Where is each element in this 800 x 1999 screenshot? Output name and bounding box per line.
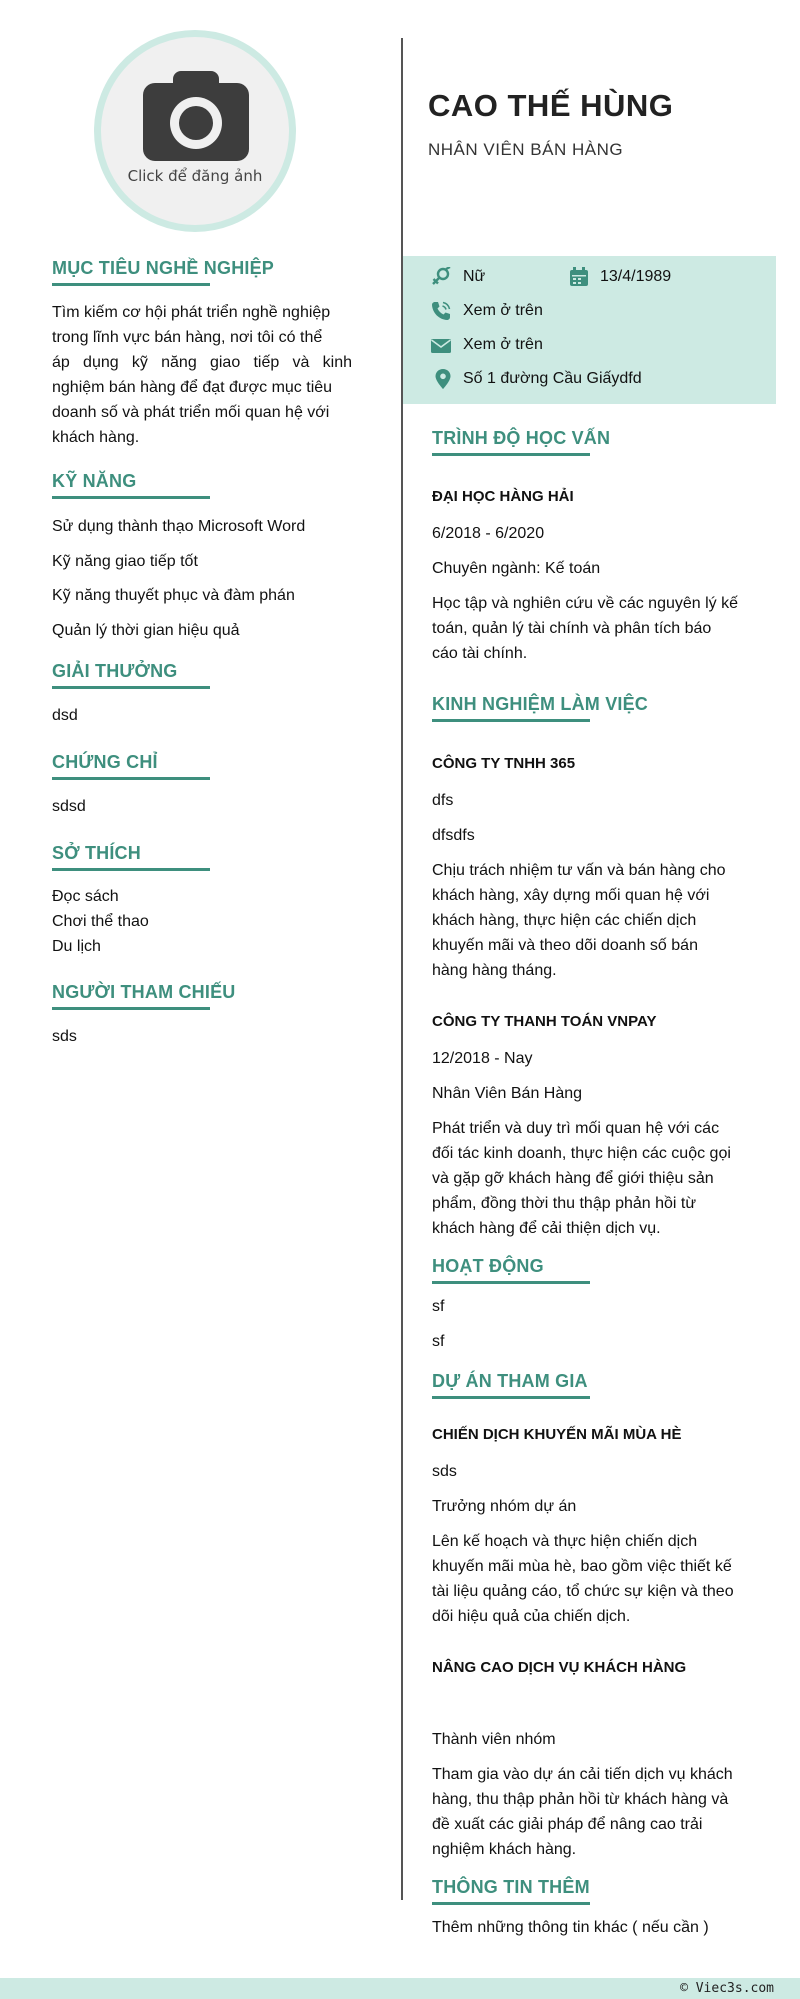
job-line: và gặp gỡ khách hàng để giới thiệu sản: [432, 1170, 714, 1187]
job-role: Nhân Viên Bán Hàng: [432, 1085, 583, 1102]
project-name: NÂNG CAO DỊCH VỤ KHÁCH HÀNG: [432, 1659, 687, 1676]
job-company: CÔNG TY THANH TOÁN VNPAY: [432, 1013, 657, 1030]
extra-text: Thêm những thông tin khác ( nếu cần ): [432, 1919, 709, 1936]
job-line: khách hàng để cải thiện dịch vụ.: [432, 1220, 661, 1237]
hobbies-title: SỞ THÍCH: [52, 843, 141, 863]
certificates-underline: [52, 777, 210, 780]
job-period: dfs: [432, 792, 454, 809]
gender-icon: [431, 267, 451, 287]
education-title: TRÌNH ĐỘ HỌC VẤN: [432, 428, 611, 448]
awards-underline: [52, 686, 210, 689]
objective-underline: [52, 283, 210, 286]
education-description: [432, 591, 762, 666]
references-text: sds: [52, 1028, 77, 1045]
project-line: hàng, thu thập phản hồi từ khách hàng và: [432, 1791, 729, 1808]
project-period: sds: [432, 1463, 457, 1480]
skill-item: Kỹ năng giao tiếp tốt: [52, 553, 198, 570]
job-period: 12/2018 - Nay: [432, 1050, 533, 1067]
job-company: CÔNG TY TNHH 365: [432, 755, 576, 772]
references-underline: [52, 1007, 210, 1010]
skill-item: Quản lý thời gian hiệu quả: [52, 622, 240, 639]
certificates-text: sdsd: [52, 798, 86, 815]
candidate-name: CAO THẾ HÙNG: [428, 88, 674, 123]
project-line: nghiệm khách hàng.: [432, 1841, 577, 1858]
job-description: [432, 1116, 762, 1241]
candidate-position: NHÂN VIÊN BÁN HÀNG: [428, 140, 624, 159]
phone-value: Xem ở trên: [463, 302, 543, 319]
objective-line: Tìm kiếm cơ hội phát triển nghề nghiệp: [52, 304, 331, 321]
birthday-value: 13/4/1989: [600, 268, 672, 285]
phone-icon: [431, 301, 451, 321]
skill-item: Kỹ năng thuyết phục và đàm phán: [52, 587, 295, 604]
awards-text: dsd: [52, 707, 78, 724]
envelope-icon: [431, 336, 451, 356]
job-description: [432, 858, 762, 983]
footer-bar: [0, 1978, 800, 1999]
skills-underline: [52, 496, 210, 499]
project-role: Thành viên nhóm: [432, 1731, 556, 1748]
email-value: Xem ở trên: [463, 336, 543, 353]
hobby-item: Chơi thể thao: [52, 913, 149, 930]
education-school: ĐẠI HỌC HÀNG HẢI: [432, 488, 574, 505]
objective-line: áp dụng kỹ năng giao tiếp và kinh: [52, 354, 352, 371]
project-line: đề xuất các giải pháp để nâng cao trải: [432, 1816, 703, 1833]
job-line: Chịu trách nhiệm tư vấn và bán hàng cho: [432, 862, 726, 879]
project-line: dõi hiệu quả của chiến dịch.: [432, 1608, 631, 1625]
references-title: NGƯỜI THAM CHIẾU: [52, 982, 236, 1002]
objective-text: [52, 300, 352, 450]
experience-underline: [432, 719, 590, 722]
avatar-upload-label: Click để đăng ảnh: [127, 167, 263, 185]
calendar-icon: [569, 267, 589, 287]
activity-item: sf: [432, 1298, 445, 1315]
job-line: khách hàng, thực hiện các chiến dịch: [432, 912, 697, 929]
education-major: Chuyên ngành: Kế toán: [432, 560, 601, 577]
hobby-item: Du lịch: [52, 938, 101, 955]
objective-title: MỤC TIÊU NGHỀ NGHIỆP: [52, 258, 275, 278]
project-description: [432, 1529, 762, 1629]
experience-title: KINH NGHIỆM LÀM VIỆC: [432, 694, 649, 714]
skills-title: KỸ NĂNG: [52, 471, 137, 491]
objective-line: doanh số và phát triển mối quan hệ với: [52, 404, 330, 421]
job-line: khách hàng, xây dựng mối quan hệ với: [432, 887, 710, 904]
job-line: hàng hàng tháng.: [432, 962, 557, 979]
gender-value: Nữ: [463, 268, 486, 285]
education-line: toán, quản lý tài chính và phân tích báo: [432, 620, 712, 637]
project-line: Lên kế hoạch và thực hiện chiến dịch: [432, 1533, 698, 1550]
personal-info-panel: [403, 256, 776, 404]
job-line: phẩm, đồng thời thu thập phản hồi từ: [432, 1195, 697, 1212]
extra-title: THÔNG TIN THÊM: [432, 1877, 590, 1897]
objective-line: khách hàng.: [52, 429, 140, 446]
avatar-upload[interactable]: [94, 30, 296, 232]
projects-underline: [432, 1396, 590, 1399]
objective-line: nghiệm bán hàng để đạt được mục tiêu: [52, 379, 333, 396]
education-underline: [432, 453, 590, 456]
education-line: Học tập và nghiên cứu về các nguyên lý kế: [432, 595, 738, 612]
certificates-title: CHỨNG CHỈ: [52, 752, 158, 772]
job-line: đối tác kinh doanh, thực hiện các cuộc gọi: [432, 1145, 731, 1162]
education-line: cáo tài chính.: [432, 645, 528, 662]
footer-copyright: © Viec3s.com: [680, 1981, 774, 1996]
objective-line: trong lĩnh vực bán hàng, nơi tôi có thể: [52, 329, 323, 346]
job-line: khuyến mãi và theo dõi doanh số bán: [432, 937, 698, 954]
activities-title: HOẠT ĐỘNG: [432, 1256, 544, 1276]
project-line: Tham gia vào dự án cải tiến dịch vụ khách: [432, 1766, 733, 1783]
address-value: Số 1 đường Cầu Giấydfd: [463, 370, 642, 387]
awards-title: GIẢI THƯỞNG: [52, 661, 178, 681]
job-line: Phát triển và duy trì mối quan hệ với các: [432, 1120, 720, 1137]
extra-underline: [432, 1902, 590, 1905]
project-name: CHIẾN DỊCH KHUYẾN MÃI MÙA HÈ: [432, 1426, 682, 1443]
project-description: [432, 1762, 762, 1862]
education-period: 6/2018 - 6/2020: [432, 525, 545, 542]
project-role: Trưởng nhóm dự án: [432, 1498, 577, 1515]
activities-underline: [432, 1281, 590, 1284]
project-line: tài liệu quảng cáo, tổ chức sự kiện và theo: [432, 1583, 734, 1600]
map-pin-icon: [433, 369, 453, 389]
skill-item: Sử dụng thành thạo Microsoft Word: [52, 518, 306, 535]
projects-title: DỰ ÁN THAM GIA: [432, 1371, 588, 1391]
job-role: dfsdfs: [432, 827, 475, 844]
hobby-item: Đọc sách: [52, 888, 119, 905]
activity-item: sf: [432, 1333, 445, 1350]
hobbies-underline: [52, 868, 210, 871]
project-line: khuyến mãi mùa hè, bao gồm việc thiết kế: [432, 1558, 732, 1575]
camera-icon: [143, 71, 249, 161]
